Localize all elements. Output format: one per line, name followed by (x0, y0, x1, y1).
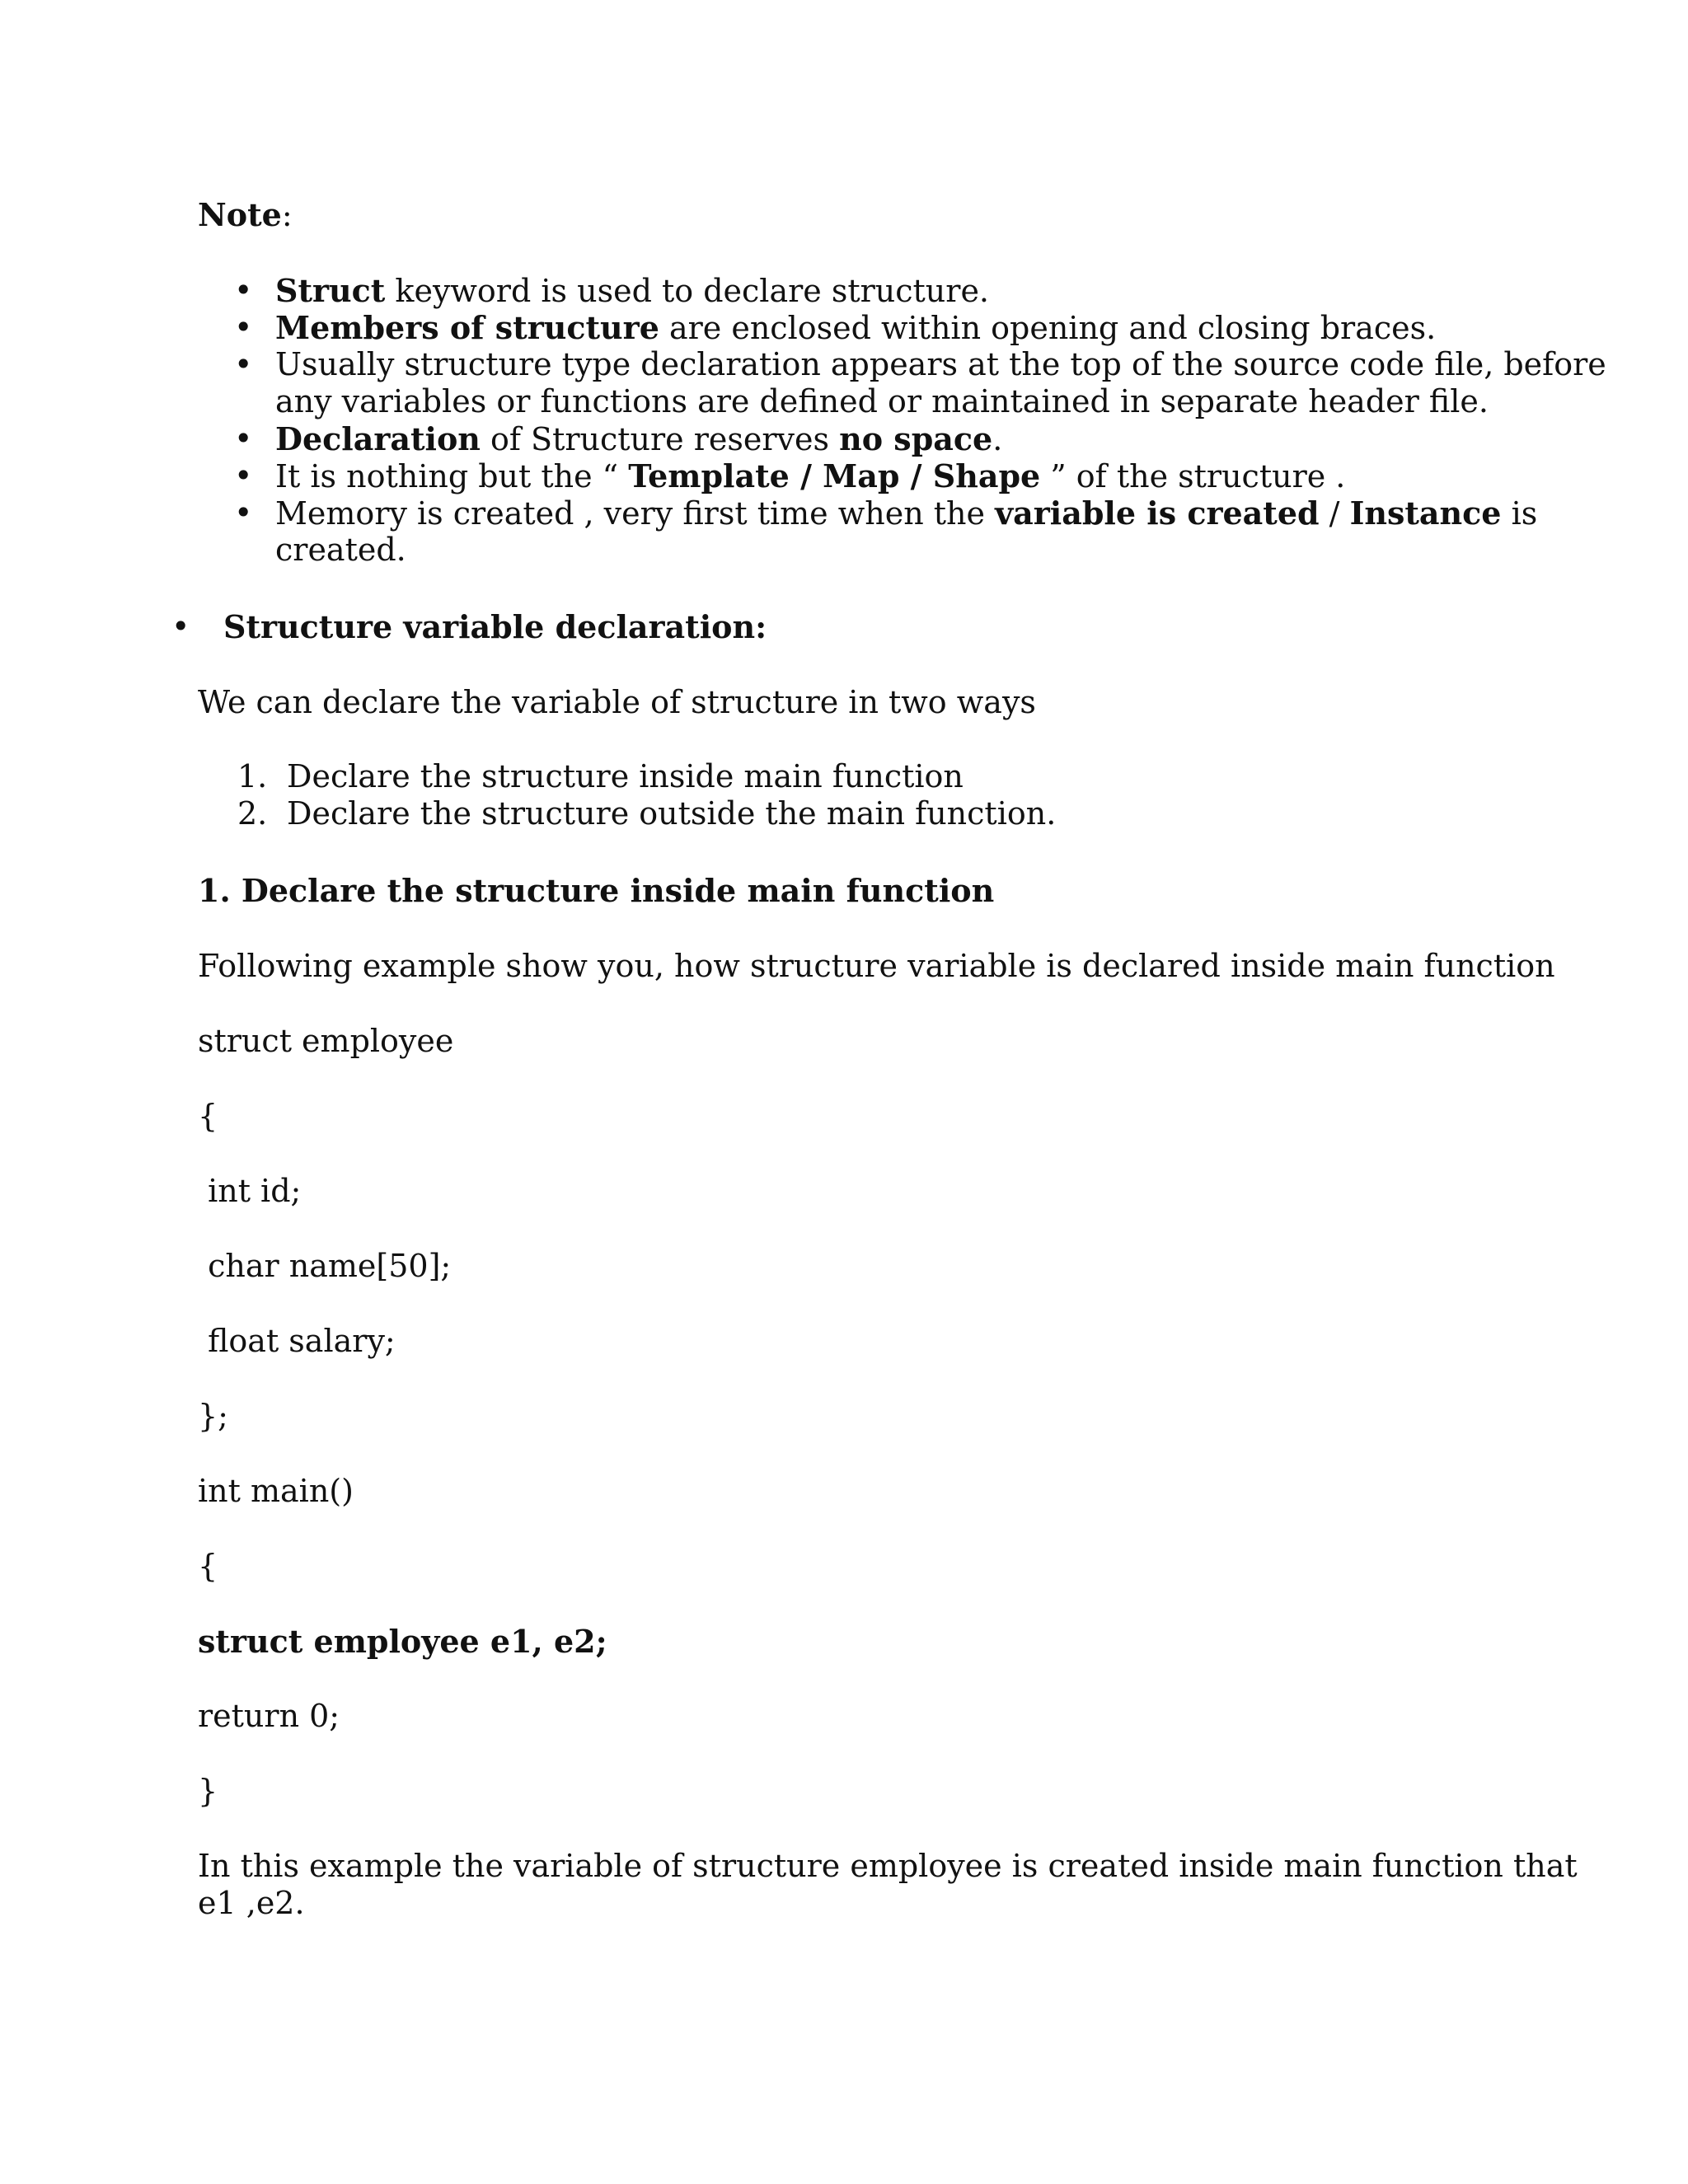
code-line-6: }; (198, 1398, 228, 1434)
code-line-2: { (198, 1098, 218, 1134)
conclusion-line-1: In this example the variable of structure employee is created inside main function that (198, 1848, 1578, 1884)
code-line-4: char name[50]; (198, 1248, 452, 1284)
code-line-3: int id; (198, 1173, 302, 1209)
bullet-2-marker: • (234, 309, 253, 345)
bullet-5-text: It is nothing but the “ Template / Map / Shape ” of the structure . (275, 457, 1346, 494)
section-bullet-marker: • (171, 608, 190, 644)
code-line-11: } (198, 1773, 218, 1809)
list-item-1-text: Declare the structure inside main function (287, 758, 964, 794)
section-intro: We can declare the variable of structure in two ways (198, 684, 1036, 720)
code-line-1: struct employee (198, 1023, 454, 1059)
code-line-8: { (198, 1548, 218, 1584)
bullet-3-line2: any variables or functions are defined or maintained in separate header file. (275, 383, 1489, 419)
bullet-3-marker: • (234, 346, 253, 382)
bullet-1-marker: • (234, 272, 253, 308)
note-heading: Note: (198, 196, 293, 233)
section-heading: Structure variable declaration: (223, 608, 767, 645)
list-item-1-number: 1. (237, 758, 268, 794)
bullet-4-marker: • (234, 420, 253, 457)
example-intro: Following example show you, how structure variable is declared inside main function (198, 948, 1555, 984)
bullet-1-text: Struct keyword is used to declare structure. (275, 272, 990, 309)
list-item-2-number: 2. (237, 795, 268, 832)
bullet-6-line2: created. (275, 532, 406, 568)
bullet-3-line1: Usually structure type declaration appears at the top of the source code file, before (275, 346, 1606, 382)
bullet-5-marker: • (234, 457, 253, 494)
bullet-6-line1: Memory is created , very first time when the variable is created / Instance is (275, 494, 1538, 532)
bullet-6-marker: • (234, 494, 253, 531)
code-line-9: struct employee e1, e2; (198, 1623, 607, 1660)
conclusion-line-2: e1 ,e2. (198, 1885, 305, 1921)
bullet-4-text: Declaration of Structure reserves no space. (275, 420, 1003, 457)
code-line-5: float salary; (198, 1323, 396, 1359)
code-line-10: return 0; (198, 1698, 340, 1734)
code-line-7: int main() (198, 1473, 354, 1509)
bullet-2-text: Members of structure are enclosed within opening and closing braces. (275, 309, 1437, 346)
sub-heading: 1. Declare the structure inside main function (198, 872, 995, 909)
list-item-2-text: Declare the structure outside the main function. (287, 795, 1057, 832)
